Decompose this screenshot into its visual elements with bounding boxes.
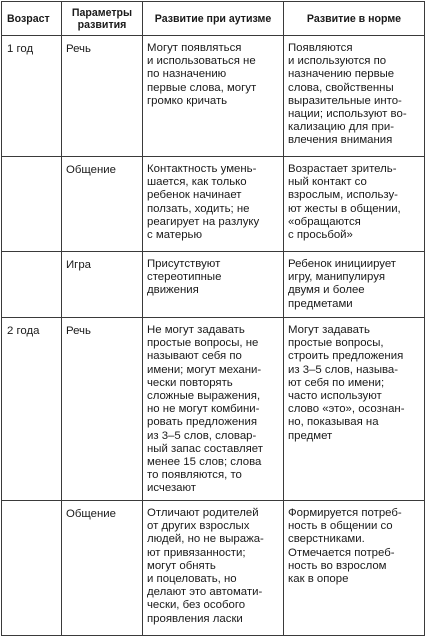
autism-cell: Присутствуют стереотипные движения (143, 252, 284, 318)
table-row (2, 157, 425, 252)
autism-cell: Не могут задавать простые вопросы, не называют себя по имени; могут механи- чески повторять сложные выражения, но не могут комбини- ровать предложения из 3–5 слов, словар- ный запас составляет менее 15 слов; слова то появляются, то исчезают (143, 318, 284, 501)
header-age: Возраст (2, 2, 62, 36)
age-cell (2, 501, 62, 636)
table-row (2, 318, 425, 501)
param-cell: Речь (62, 318, 143, 501)
norm-cell: Появляются и используются по назначению первые слова, свойственны выразительные инто- нации; используют во- кализацию для при- влечения внимания (284, 36, 425, 157)
age-cell: 2 года (2, 318, 62, 501)
table-header-row (2, 2, 425, 36)
age-cell: 1 год (2, 36, 62, 157)
autism-cell: Могут появляться и использоваться не по назначению первые слова, могут громко кричать (143, 36, 284, 157)
header-autism: Развитие при аутизме (143, 2, 284, 36)
development-comparison-table (1, 1, 425, 636)
param-cell: Общение (62, 157, 143, 252)
autism-cell: Контактность умень- шается, как только ребенок начинает ползать, ходить; не реагирует на разлуку с матерью (143, 157, 284, 252)
param-cell: Общение (62, 501, 143, 636)
norm-cell: Могут задавать простые вопросы, строить предложения из 3–5 слов, называ- ют себя по имени; часто используют слово «это», осознан- но, показывая на предмет (284, 318, 425, 501)
table-row (2, 501, 425, 636)
norm-cell: Ребенок инициирует игру, манипулируя двумя и более предметами (284, 252, 425, 318)
norm-cell: Формируется потреб- ность в общении со сверстниками. Отмечается потреб- ность во взрослом как в опоре (284, 501, 425, 636)
norm-cell: Возрастает зритель- ный контакт со взрослым, использу- ют жесты в общении, «обращаются с просьбой» (284, 157, 425, 252)
table-row (2, 252, 425, 318)
header-norm: Развитие в норме (284, 2, 425, 36)
table-row (2, 36, 425, 157)
age-cell (2, 157, 62, 252)
param-cell: Игра (62, 252, 143, 318)
autism-cell: Отличают родителей от других взрослых людей, но не выража- ют привязанности; могут обнять и поцеловать, но делают это автомати- чески, без особого проявления ласки (143, 501, 284, 636)
param-cell: Речь (62, 36, 143, 157)
header-params: Параметры развития (62, 2, 143, 36)
age-cell (2, 252, 62, 318)
